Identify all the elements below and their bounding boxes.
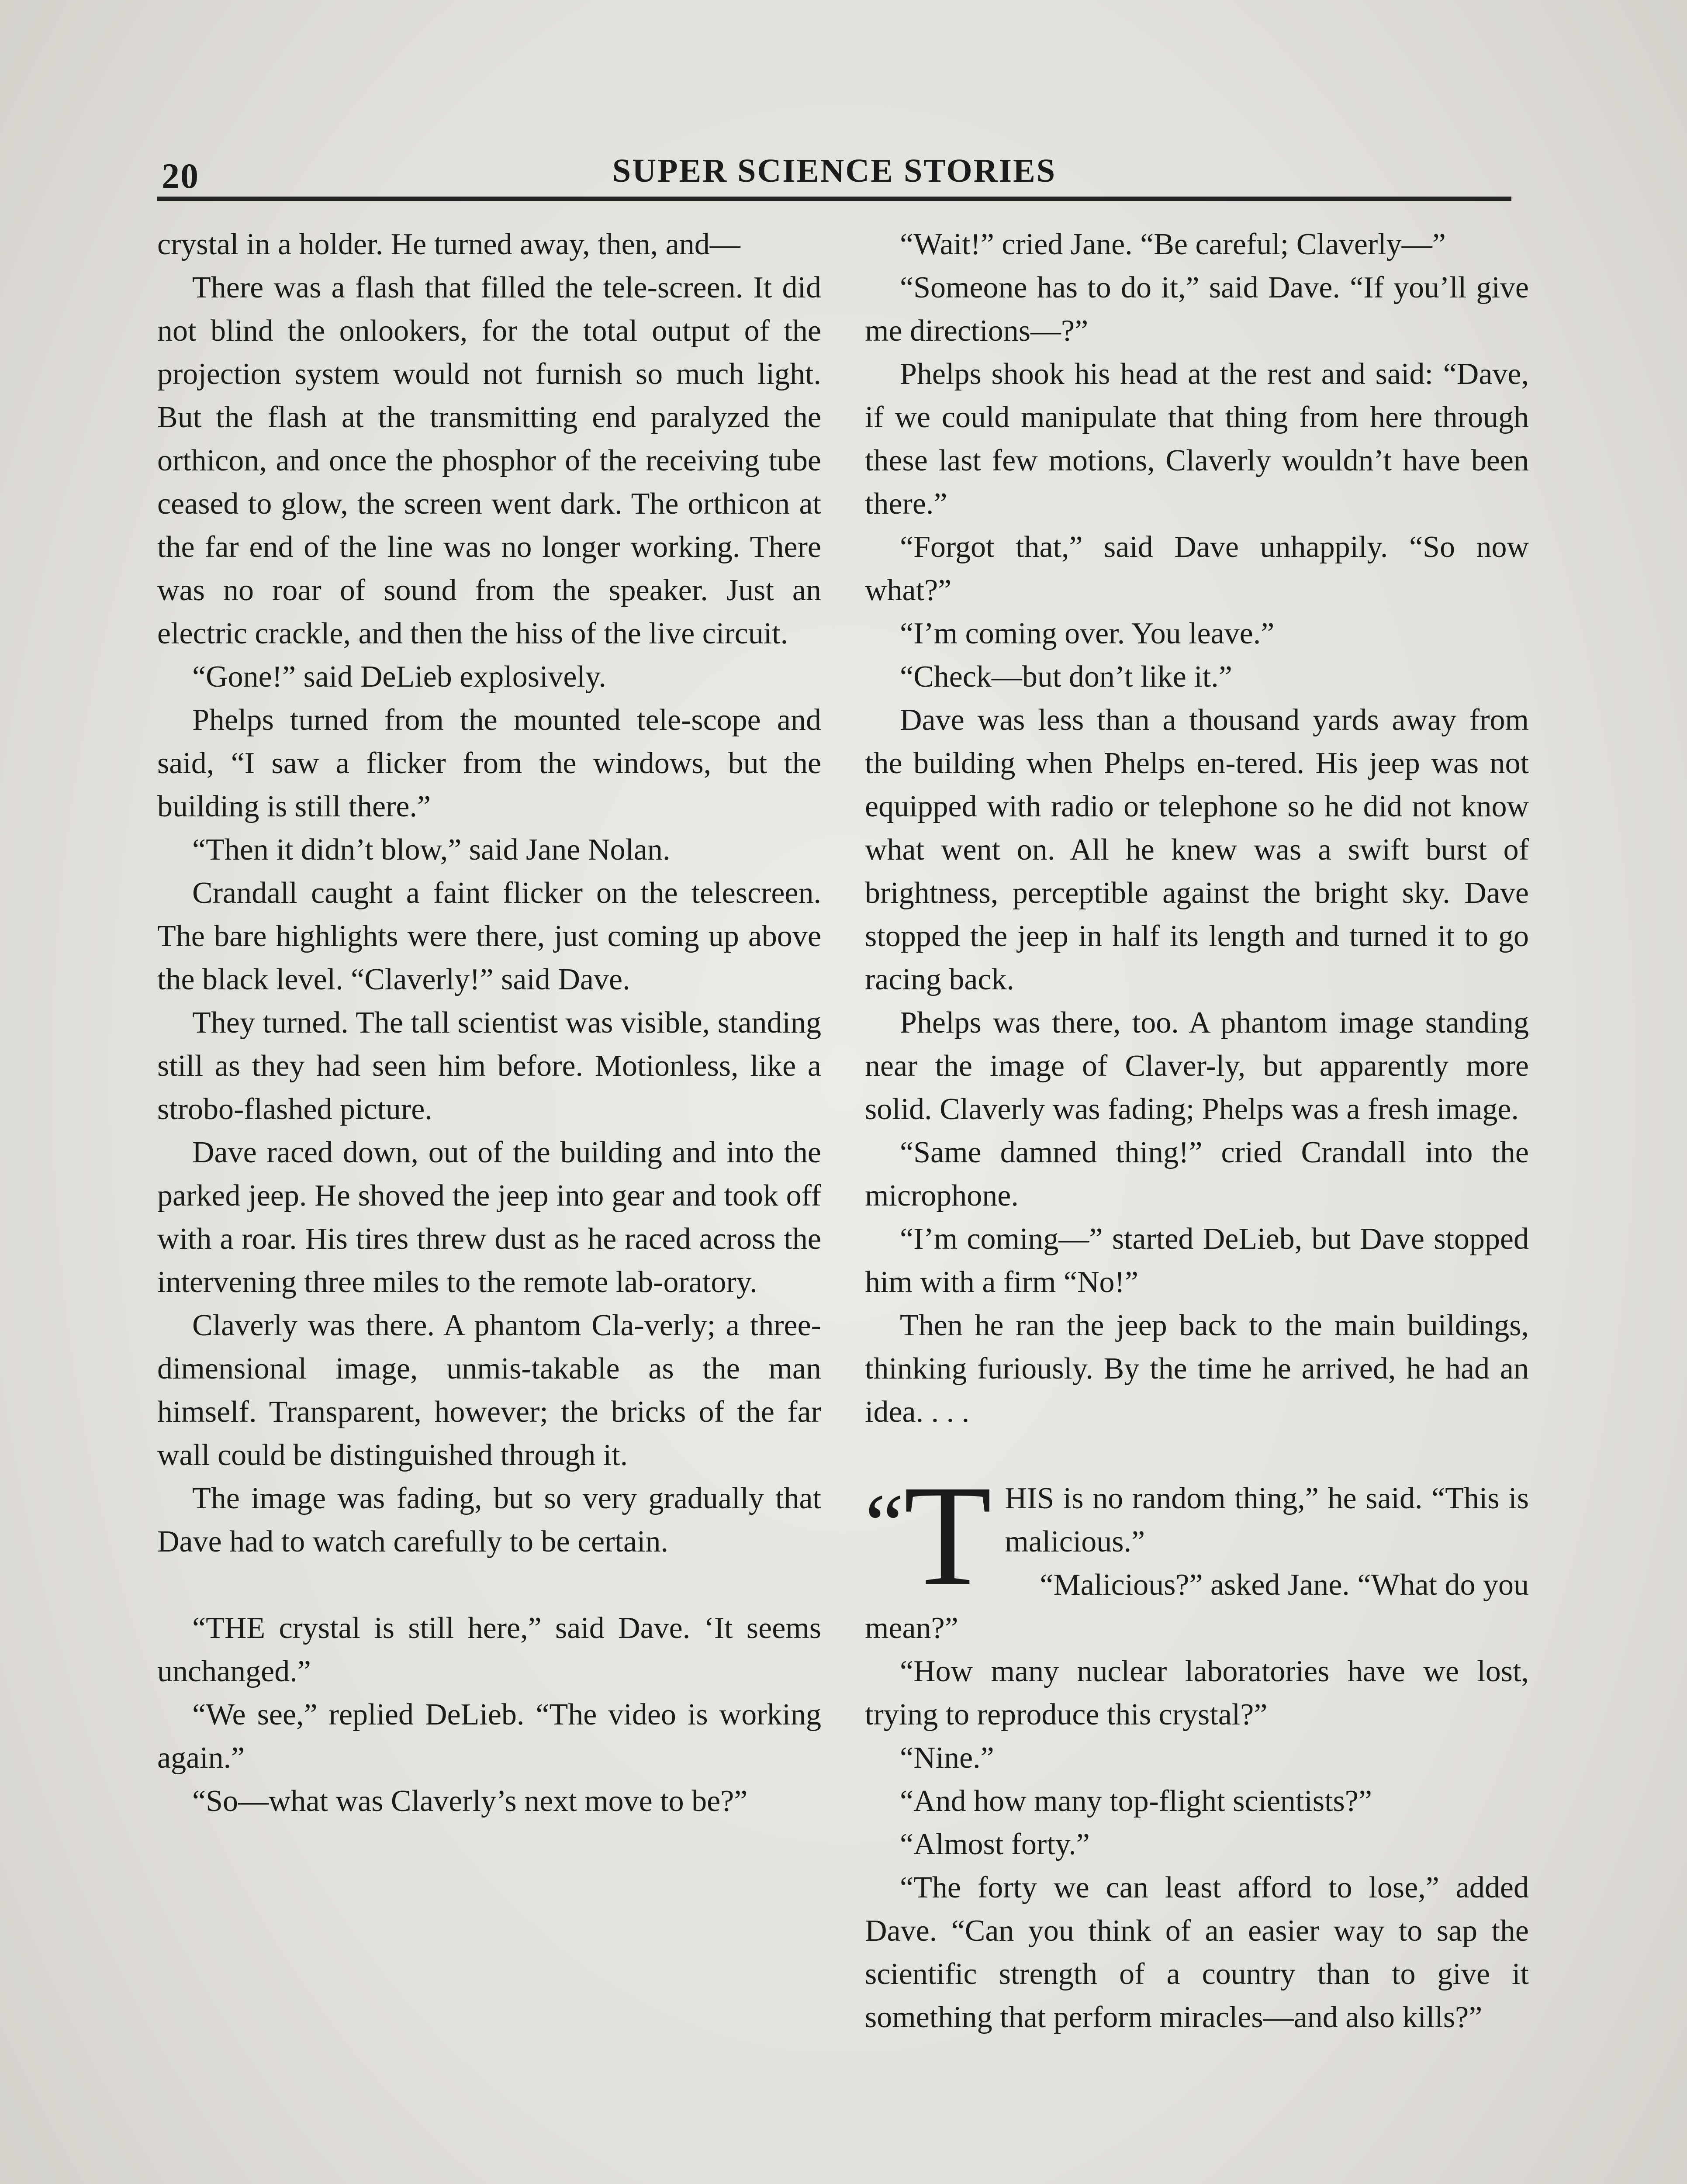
paragraph: “I’m coming over. You leave.” [900,617,1275,650]
right-column [865,223,1529,2039]
paragraph: Phelps turned from the mounted tele-scope and said, “I saw a flicker from the windows, but the building is still there.” [157,703,821,823]
paragraph: Then he ran the jeep back to the main buildings, thinking furiously. By the time he arrived, he had an idea. . . . [865,1309,1529,1429]
paragraph: The image was fading, but so very gradually that Dave had to watch carefully to be certain. [157,1482,821,1559]
paragraph: “Someone has to do it,” said Dave. “If you’ll give me directions—?” [865,271,1529,348]
paragraph: “So—what was Claverly’s next move to be?” [192,1784,748,1818]
left-column [157,223,821,1823]
paragraph: There was a flash that filled the tele-screen. It did not blind the onlookers, for the total output of the projection system would not furnish so much light. But the flash at the transmitting end paralyzed the orthicon, and once the phosphor of the receiving tube ceased to glow, the screen went dark. The orthicon at the far end of the line was no longer working. There was no roar of sound from the speaker. Just an electric crackle, and then the hiss of the live circuit. [157,271,821,650]
paragraph: “Check—but don’t like it.” [900,660,1232,694]
paragraph: “Same damned thing!” cried Crandall into the microphone. [865,1136,1529,1213]
drop-cap [865,1456,992,1615]
running-head: SUPER SCIENCE STORIES [612,152,1057,189]
drop-cap-letter: T [903,1456,992,1615]
paragraph: “THE crystal is still here,” said Dave. ‘It seems unchanged.” [157,1611,821,1688]
section-break [157,1563,821,1607]
paragraph: Dave raced down, out of the building and into the parked jeep. He shoved the jeep into gear and took off with a roar. His tires threw dust as he raced across the intervening three miles to the remote lab-oratory. [157,1136,821,1299]
paragraph: “I’m coming—” started DeLieb, but Dave stopped him with a firm “No!” [865,1222,1529,1299]
paragraph: “Malicious?” asked Jane. “What do you mean?” [865,1568,1529,1645]
paragraph: “Nine.” [900,1741,994,1775]
paragraph: Dave was less than a thousand yards away from the building when Phelps en-tered. His jeep was not equipped with radio or telephone so he did not know what went on. All he knew was a swift burst of brightness, perceptible against the bright sky. Dave stopped the jeep in half its length and turned it to go racing back. [865,703,1529,996]
paragraph: Phelps was there, too. A phantom image standing near the image of Claver-ly, but apparently more solid. Claverly was fading; Phelps was a fresh image. [865,1006,1529,1126]
paragraph: “How many nuclear laboratories have we lost, trying to reproduce this crystal?” [865,1655,1529,1731]
paragraph: crystal in a holder. He turned away, then, and— [157,228,740,261]
paragraph: “We see,” replied DeLieb. “The video is working again.” [157,1698,821,1775]
paragraph: “Then it didn’t blow,” said Jane Nolan. [192,833,671,867]
dropcap-paragraph-text: HIS is no random thing,” he said. “This is malicious.” [1005,1482,1529,1559]
paragraph: “The forty we can least afford to lose,” added Dave. “Can you think of an easier way to sap the scientific strength of a country than to give it something that perform miracles—and also kills?” [865,1871,1529,2034]
paragraph: “And how many top-flight scientists?” [900,1784,1372,1818]
paragraph: Phelps shook his head at the rest and said: “Dave, if we could manipulate that thing from here through these last few motions, Claverly wouldn’t have been there.” [865,357,1529,521]
paragraph: Crandall caught a faint flicker on the telescreen. The bare highlights were there, just coming up above the black level. “Claverly!” said Dave. [157,876,821,996]
paragraph: “Gone!” said DeLieb explosively. [192,660,606,694]
paragraph: “Almost forty.” [900,1828,1090,1861]
paragraph: They turned. The tall scientist was visible, standing still as they had seen him before. Motionless, like a strobo-flashed picture. [157,1006,821,1126]
paragraph: “Wait!” cried Jane. “Be careful; Claverly—” [900,228,1446,261]
drop-cap-quote: “ [865,1476,904,1573]
paragraph: Claverly was there. A phantom Cla-verly; a three-dimensional image, unmis-takable as the man himself. Transparent, however; the bricks of the far wall could be distinguished through it. [157,1309,821,1472]
page-number: 20 [162,156,199,196]
page-header [157,149,1511,201]
paragraph: “Forgot that,” said Dave unhappily. “So now what?” [865,530,1529,607]
